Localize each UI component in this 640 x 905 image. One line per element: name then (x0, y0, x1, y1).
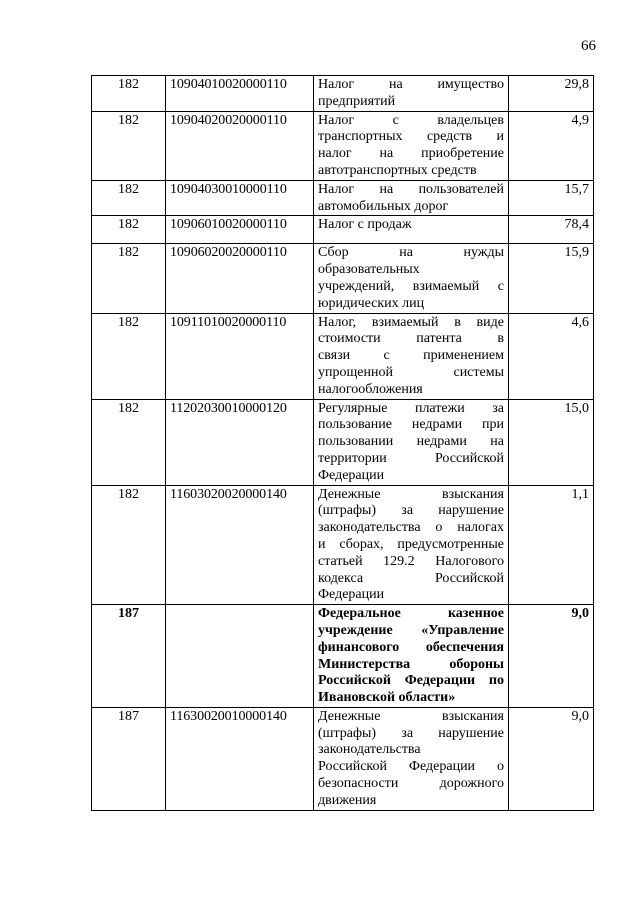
amount-cell: 4,6 (509, 313, 594, 399)
revenue-name-cell (314, 707, 509, 810)
revenue-name-line: Федеральное казенное (318, 606, 504, 622)
revenue-name-line: Министерства обороны (318, 656, 504, 672)
revenue-name-line: упрощенной системы (318, 364, 504, 380)
revenue-name-cell (314, 76, 509, 112)
revenue-name-line: движения (318, 792, 377, 808)
revenue-name-line: Регулярные платежи за (318, 400, 504, 416)
amount-cell: 29,8 (509, 76, 594, 112)
revenue-name-line: учреждение «Управление (318, 622, 504, 638)
table-row (92, 707, 594, 810)
revenue-name-line: пользование недрами при (318, 417, 504, 433)
revenue-name-line: и сборах, предусмотренные (318, 536, 504, 552)
table-row (92, 313, 594, 399)
table-row (92, 180, 594, 216)
revenue-name-line: территории Российской (318, 450, 504, 466)
admin-code-cell: 187 (92, 605, 166, 708)
revenue-name-line: налогообложения (318, 381, 423, 397)
budget-classification-code-cell: 10906010020000110 (166, 216, 314, 244)
revenue-name-line: юридических лиц (318, 295, 425, 311)
revenue-name-cell (314, 180, 509, 216)
amount-cell: 15,7 (509, 180, 594, 216)
table-row (92, 76, 594, 112)
amount-cell: 15,0 (509, 399, 594, 485)
revenue-name-line: пользовании недрами на (318, 434, 504, 450)
revenue-name-line: Российской Федерации о (318, 759, 504, 775)
revenue-name-line: статьей 129.2 Налогового (318, 553, 504, 569)
revenue-name-line: (штрафы) за нарушение (318, 503, 504, 519)
revenue-name-line: связи с применением (318, 348, 504, 364)
revenue-name-line: Сбор на нужды (318, 245, 504, 261)
revenue-name-line: автомобильных дорог (318, 198, 449, 214)
table-row (92, 485, 594, 605)
revenue-name-cell (314, 216, 509, 244)
revenue-name-cell (314, 111, 509, 180)
admin-code-cell: 187 (92, 707, 166, 810)
amount-cell: 15,9 (509, 244, 594, 313)
revenue-name-line: Налог, взимаемый в виде (318, 314, 504, 330)
revenue-name-line: Налог на пользователей (318, 181, 504, 197)
revenue-name-line: Налог с продаж (318, 217, 412, 233)
admin-code-cell: 182 (92, 76, 166, 112)
revenue-name-line: Налог на имущество (318, 77, 504, 92)
admin-code-cell: 182 (92, 244, 166, 313)
admin-code-cell: 182 (92, 313, 166, 399)
revenue-name-cell (314, 605, 509, 708)
revenue-name-line: законодательства (318, 742, 421, 758)
table-row (92, 244, 594, 313)
page-number: 66 (581, 38, 596, 54)
table-body (92, 76, 594, 811)
revenue-name-line: Российской Федерации по (318, 673, 504, 689)
revenue-name-line: предприятий (318, 93, 396, 109)
budget-classification-code-cell: 10906020020000110 (166, 244, 314, 313)
table-row (92, 111, 594, 180)
budget-classification-code-cell: 10904010020000110 (166, 76, 314, 112)
revenue-name-line: транспортных средств и (318, 129, 504, 145)
revenue-name-line: (штрафы) за нарушение (318, 725, 504, 741)
table-row (92, 605, 594, 708)
revenue-name-line: автотранспортных средств (318, 162, 477, 178)
amount-cell: 1,1 (509, 485, 594, 605)
budget-classification-code-cell (166, 605, 314, 708)
admin-code-cell: 182 (92, 485, 166, 605)
revenue-name-line: Денежные взыскания (318, 486, 504, 502)
revenue-name-line: Федерации (318, 587, 385, 603)
revenue-name-line: учреждений, взимаемый с (318, 278, 504, 294)
revenue-name-line: Денежные взыскания (318, 708, 504, 724)
table-row (92, 216, 594, 244)
revenue-name-line: образовательных (318, 262, 420, 278)
revenue-name-cell (314, 244, 509, 313)
budget-classification-code-cell: 11202030010000120 (166, 399, 314, 485)
revenue-name-cell (314, 313, 509, 399)
table-row (92, 399, 594, 485)
revenue-name-line: законодательства о налогах (318, 520, 504, 536)
revenue-name-line: налог на приобретение (318, 146, 504, 162)
admin-code-cell: 182 (92, 399, 166, 485)
admin-code-cell: 182 (92, 216, 166, 244)
revenue-name-line: кодекса Российской (318, 570, 504, 586)
budget-classification-code-cell: 11603020020000140 (166, 485, 314, 605)
revenue-name-line: стоимости патента в (318, 331, 504, 347)
revenue-name-line: Федерации (318, 467, 385, 483)
revenue-name-line: Налог с владельцев (318, 112, 504, 128)
amount-cell: 9,0 (509, 707, 594, 810)
budget-classification-code-cell: 10911010020000110 (166, 313, 314, 399)
budget-revenue-table (91, 75, 594, 811)
budget-classification-code-cell: 11630020010000140 (166, 707, 314, 810)
amount-cell: 78,4 (509, 216, 594, 244)
amount-cell: 4,9 (509, 111, 594, 180)
admin-code-cell: 182 (92, 111, 166, 180)
budget-classification-code-cell: 10904030010000110 (166, 180, 314, 216)
revenue-name-line: безопасности дорожного (318, 776, 504, 792)
budget-classification-code-cell: 10904020020000110 (166, 111, 314, 180)
admin-code-cell: 182 (92, 180, 166, 216)
amount-cell: 9,0 (509, 605, 594, 708)
revenue-name-line: финансового обеспечения (318, 639, 504, 655)
revenue-name-cell (314, 485, 509, 605)
revenue-name-cell (314, 399, 509, 485)
revenue-name-line: Ивановской области» (318, 690, 456, 706)
